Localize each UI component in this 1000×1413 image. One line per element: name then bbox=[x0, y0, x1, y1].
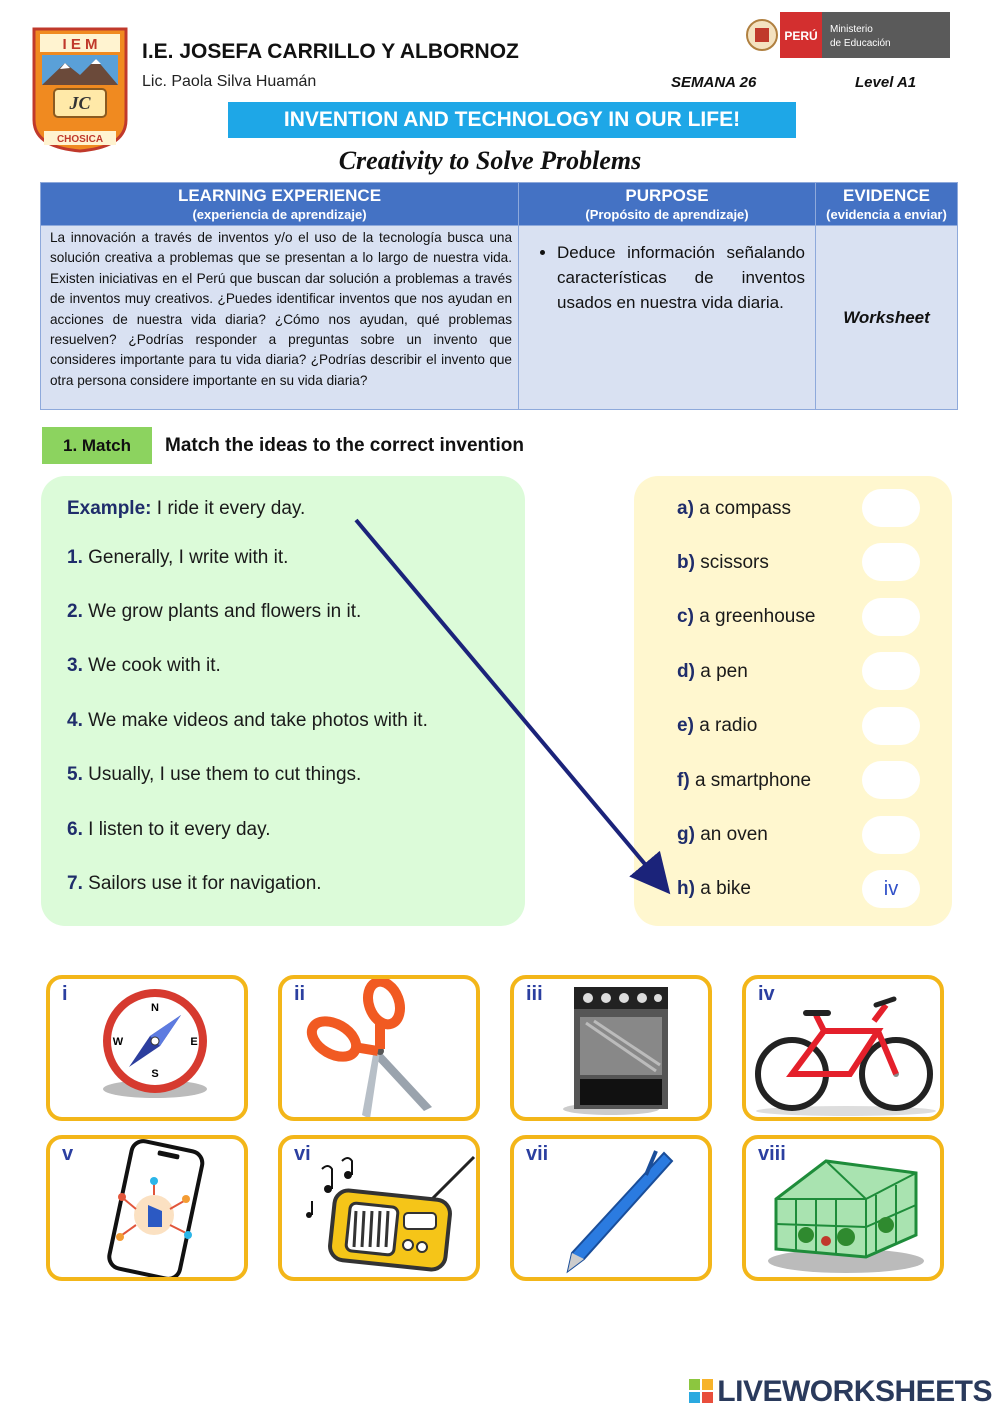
school-name: I.E. JOSEFA CARRILLO Y ALBORNOZ bbox=[142, 40, 519, 63]
card-number: v bbox=[62, 1143, 74, 1165]
compass-south: S bbox=[151, 1068, 159, 1080]
oven-icon bbox=[514, 979, 708, 1117]
subtitle: Creativity to Solve Problems bbox=[338, 146, 642, 175]
card-vi bbox=[278, 1135, 480, 1281]
sentence-number: 4. bbox=[67, 710, 83, 731]
example-label: Example: bbox=[67, 498, 152, 519]
sentence-text: I listen to it every day. bbox=[88, 819, 271, 840]
evidence-text: Worksheet bbox=[816, 226, 958, 410]
card-viii bbox=[742, 1135, 944, 1281]
card-number: iii bbox=[526, 983, 543, 1005]
level-label: Level A1 bbox=[855, 74, 917, 91]
col-learning-title: LEARNING EXPERIENCE bbox=[177, 186, 382, 205]
option-text: a smartphone bbox=[694, 770, 812, 791]
col-evidence-title: EVIDENCE bbox=[843, 186, 930, 205]
compass-east: E bbox=[190, 1036, 198, 1048]
sentence-number: 1. bbox=[67, 547, 83, 568]
option-letter: a) bbox=[677, 498, 694, 519]
week-label: SEMANA 26 bbox=[671, 74, 757, 91]
card-number: vii bbox=[526, 1143, 549, 1165]
answer-input-h[interactable]: iv bbox=[862, 870, 920, 908]
option-letter: b) bbox=[677, 552, 695, 573]
section-instruction: Match the ideas to the correct invention bbox=[165, 435, 524, 456]
sentence-text: We cook with it. bbox=[88, 655, 221, 676]
option-text: scissors bbox=[700, 552, 769, 573]
card-iii bbox=[510, 975, 712, 1121]
option-text: an oven bbox=[700, 824, 768, 845]
option-text: a radio bbox=[699, 715, 758, 736]
col-purpose-title: PURPOSE bbox=[625, 186, 709, 205]
option-letter: c) bbox=[677, 606, 694, 627]
card-number: viii bbox=[758, 1143, 786, 1165]
card-vii bbox=[510, 1135, 712, 1281]
option-letter: f) bbox=[677, 770, 690, 791]
ministry-line2: de Educación bbox=[830, 38, 891, 49]
sentence-text: Sailors use it for navigation. bbox=[88, 873, 322, 894]
bike-icon bbox=[746, 979, 940, 1117]
sentence-number: 6. bbox=[67, 819, 83, 840]
col-learning-sub: (experiencia de aprendizaje) bbox=[192, 207, 367, 222]
greenhouse-icon bbox=[746, 1139, 940, 1277]
option-letter: e) bbox=[677, 715, 694, 736]
crest-initials: JC bbox=[69, 93, 91, 113]
sentence-number: 3. bbox=[67, 655, 83, 676]
card-number: ii bbox=[294, 983, 306, 1005]
purpose-text: • Deduce información señalando características de inventos usados en nuestra vida diaria. bbox=[557, 240, 805, 315]
radio-icon bbox=[282, 1139, 476, 1277]
crest-text-bottom: CHOSICA bbox=[56, 134, 104, 145]
compass-north: N bbox=[151, 1002, 159, 1014]
pen-icon bbox=[514, 1139, 708, 1277]
sentence-text: We make videos and take photos with it. bbox=[88, 710, 428, 731]
option-text: a bike bbox=[700, 878, 751, 899]
option-text: a compass bbox=[699, 498, 792, 519]
col-evidence-sub: (evidencia a enviar) bbox=[826, 207, 947, 222]
example-text: I ride it every day. bbox=[156, 498, 306, 519]
col-purpose-sub: (Propósito de aprendizaje) bbox=[585, 207, 749, 222]
card-number: iv bbox=[758, 983, 775, 1005]
sentence-number: 7. bbox=[67, 873, 83, 894]
section-tag: 1. Match bbox=[42, 427, 152, 464]
learning-experience-text: La innovación a través de inventos y/o el uso de la tecnología busca una solución creativa a problemas que se presentan a lo largo de nuestra vida. Existen iniciativas en el Perú que buscan dar solución a problemas a través de inventos muy creativos. ¿Puedes identificar inventos que nos ayudan en acciones de nuestra vida diaria? ¿Cómo nos ayudan, qué problemas resuelven? ¿Podrías responder a preguntas sobre un invento que consideres importante para tu vida diaria? ¿Podrías describir el invento que otra persona considere importante en su vida diaria? bbox=[41, 226, 519, 410]
scissors-icon bbox=[282, 979, 476, 1117]
option-letter: d) bbox=[677, 661, 695, 682]
option-text: a greenhouse bbox=[699, 606, 816, 627]
sentence-text: Usually, I use them to cut things. bbox=[88, 764, 362, 785]
card-number: vi bbox=[294, 1143, 311, 1165]
teacher-name: Lic. Paola Silva Huamán bbox=[142, 73, 317, 90]
ministry-country: PERÚ bbox=[784, 29, 818, 43]
card-i bbox=[46, 975, 248, 1121]
liveworksheets-text: LIVEWORKSHEETS bbox=[717, 1375, 992, 1408]
card-ii bbox=[278, 975, 480, 1121]
sentence-text: Generally, I write with it. bbox=[88, 547, 289, 568]
sentence-text: We grow plants and flowers in it. bbox=[88, 601, 362, 622]
smartphone-icon bbox=[50, 1139, 244, 1277]
liveworksheets-icon bbox=[689, 1379, 713, 1403]
liveworksheets-logo bbox=[689, 1375, 992, 1409]
compass-icon bbox=[50, 979, 244, 1117]
card-number: i bbox=[62, 983, 68, 1005]
sentence-number: 2. bbox=[67, 601, 83, 622]
option-letter: g) bbox=[677, 824, 695, 845]
crest-text-top: I E M bbox=[62, 36, 98, 53]
title-banner: INVENTION AND TECHNOLOGY IN OUR LIFE! bbox=[228, 102, 796, 138]
card-iv bbox=[742, 975, 944, 1121]
compass-west: W bbox=[112, 1036, 124, 1048]
option-text: a pen bbox=[700, 661, 748, 682]
sentence-number: 5. bbox=[67, 764, 83, 785]
card-v bbox=[46, 1135, 248, 1281]
ministry-line1: Ministerio bbox=[830, 24, 873, 35]
option-letter: h) bbox=[677, 878, 695, 899]
